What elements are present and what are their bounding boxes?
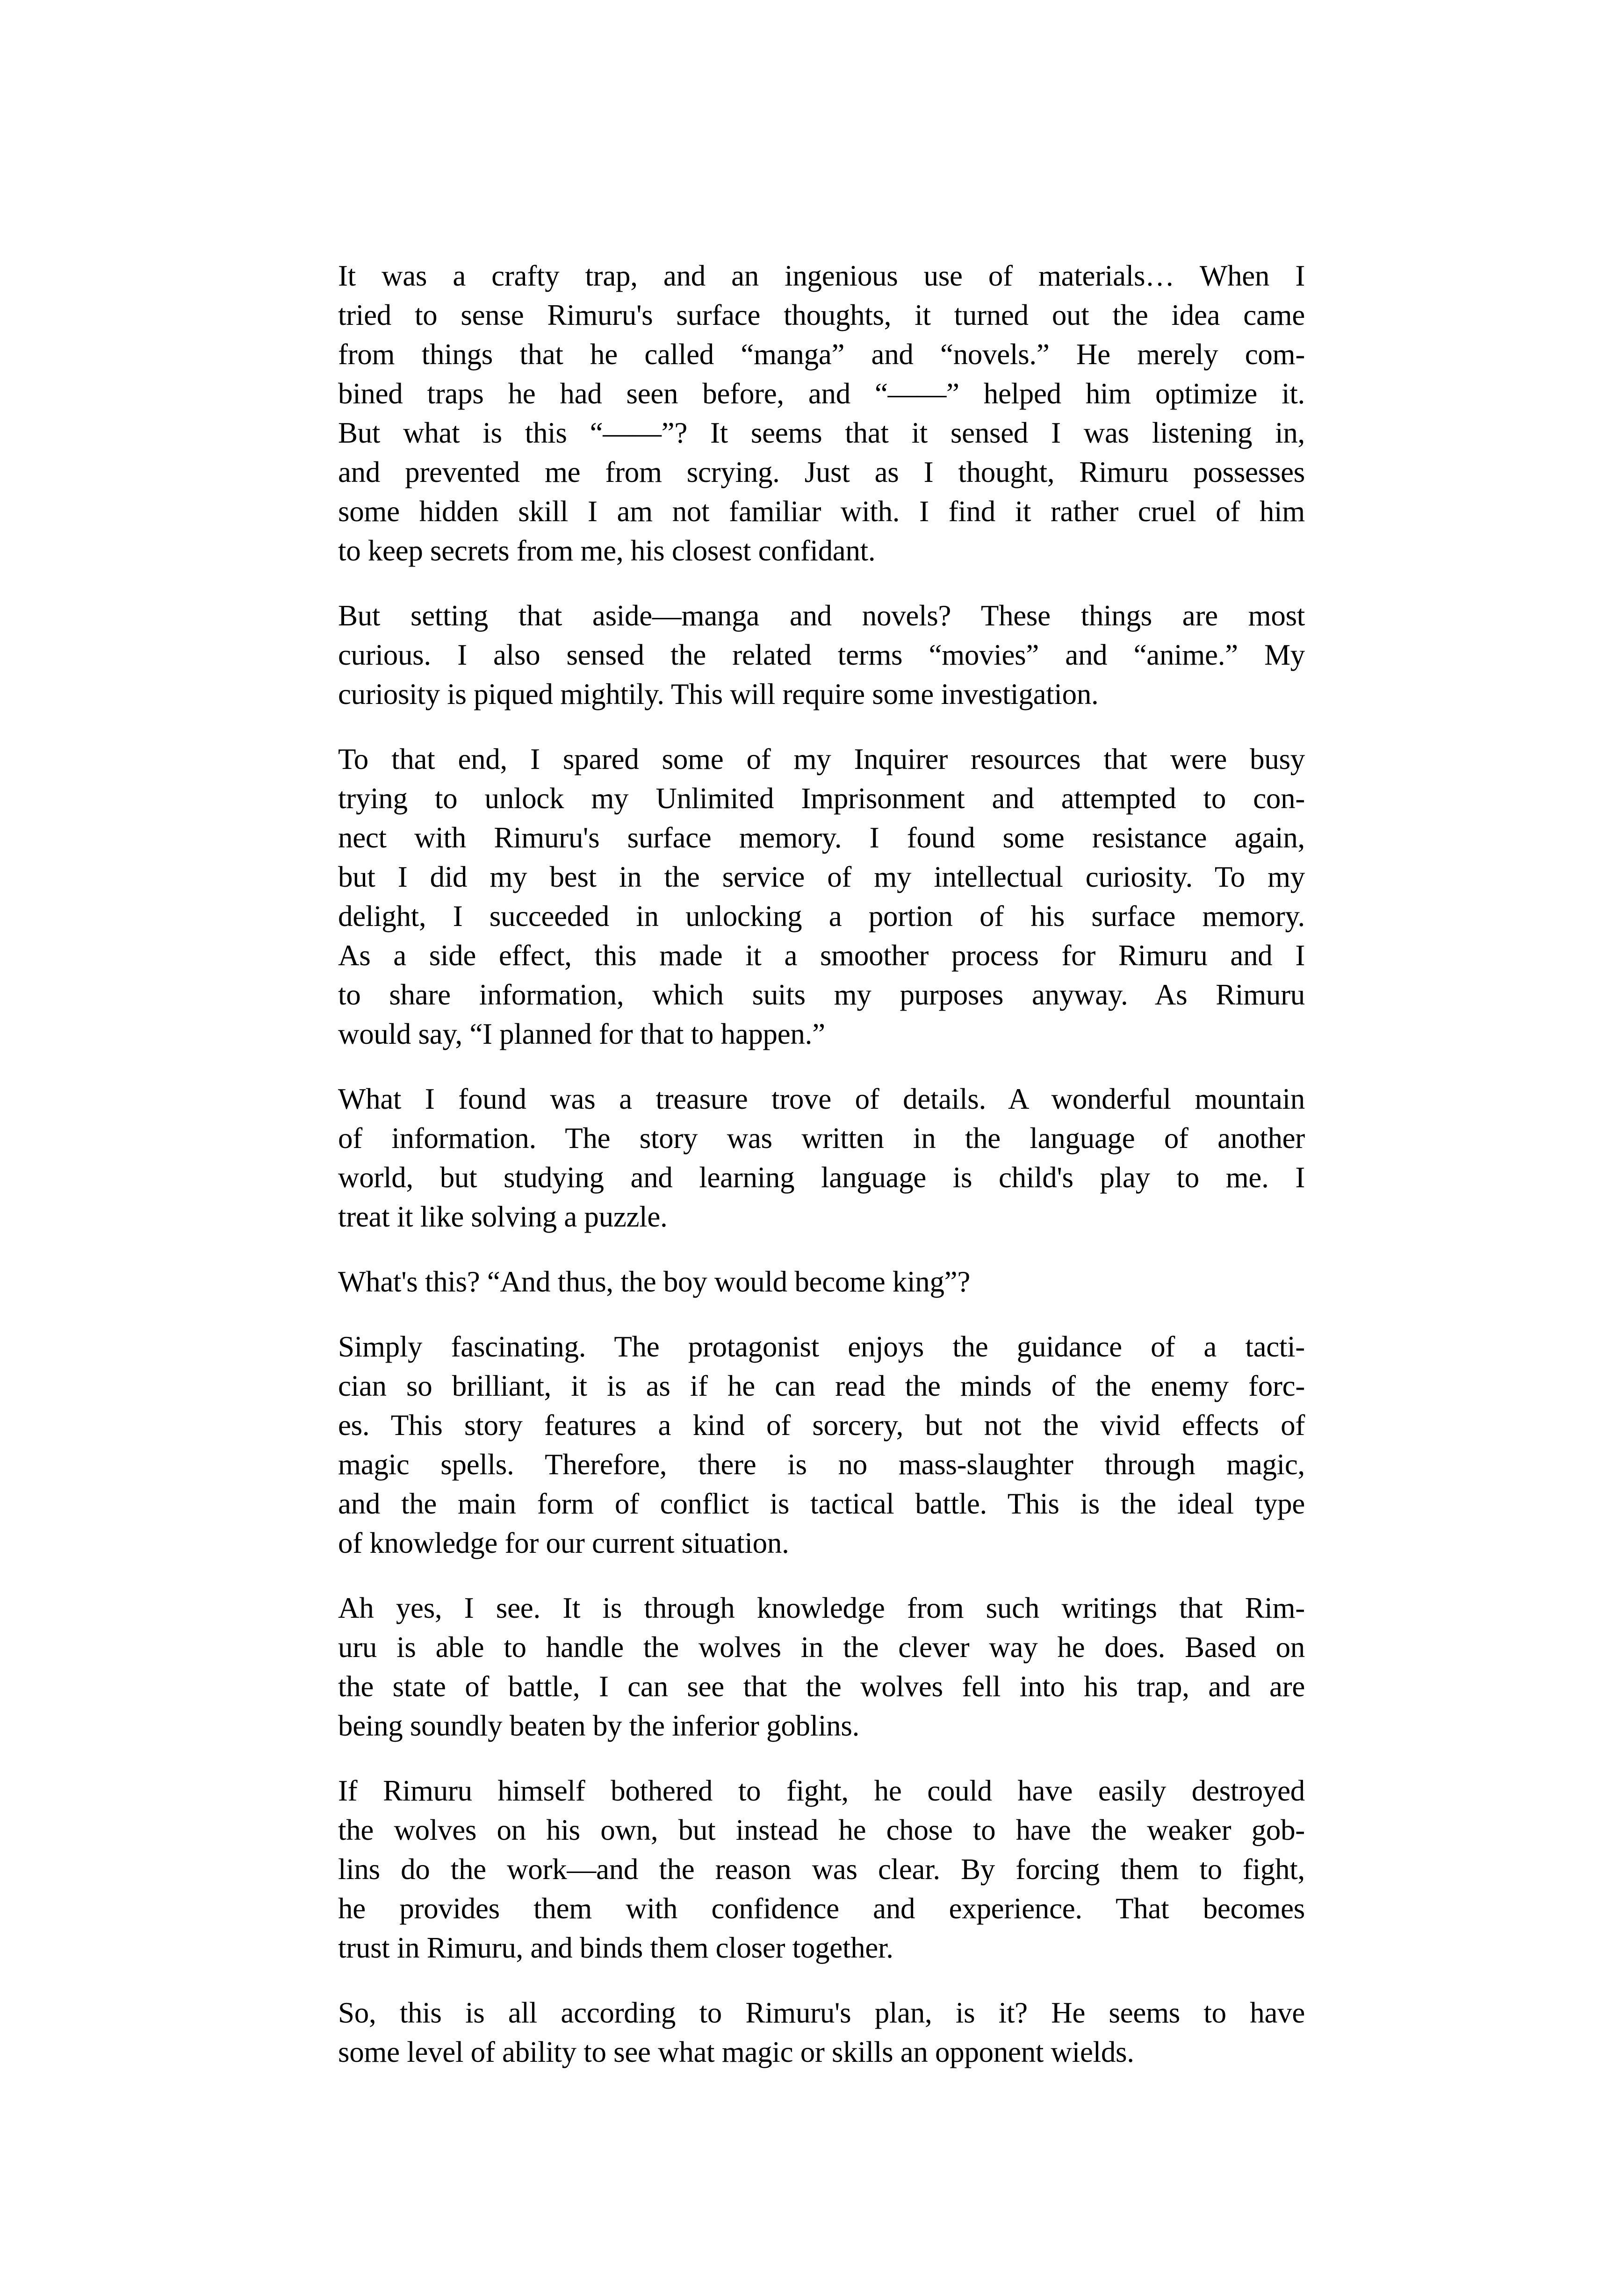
text-line: he provides them with confidence and experience. That becomes [338, 1892, 1305, 1925]
text-line: to share information, which suits my purposes anyway. As Rimuru [338, 978, 1305, 1011]
text-line: Ah yes, I see. It is through knowledge from such writings that Rim- [338, 1592, 1305, 1624]
text-line: some hidden skill I am not familiar with. I find it rather cruel of him [338, 495, 1305, 528]
text-line: being soundly beaten by the inferior goblins. [338, 1709, 860, 1742]
text-line: would say, “I planned for that to happen.” [338, 1018, 825, 1050]
text-line: world, but studying and learning language is child's play to me. I [338, 1161, 1305, 1194]
paragraph [338, 739, 1305, 1054]
text-line: of information. The story was written in the language of another [338, 1122, 1305, 1155]
text-line: curiosity is piqued mightily. This will require some investigation. [338, 678, 1099, 710]
text-line: What's this? “And thus, the boy would become king”? [338, 1265, 970, 1298]
text-line: But setting that aside—manga and novels? These things are most [338, 599, 1305, 632]
text-line: As a side effect, this made it a smoother process for Rimuru and I [338, 939, 1305, 972]
text-line: es. This story features a kind of sorcery, but not the vivid effects of [338, 1409, 1305, 1442]
text-line: and the main form of conflict is tactical battle. This is the ideal type [338, 1487, 1305, 1520]
text-line: the wolves on his own, but instead he chose to have the weaker gob- [338, 1814, 1305, 1846]
text-line: So, this is all according to Rimuru's plan, is it? He seems to have [338, 1996, 1305, 2029]
text-line: trust in Rimuru, and binds them closer together. [338, 1931, 893, 1964]
text-line: cian so brilliant, it is as if he can read the minds of the enemy forc- [338, 1370, 1305, 1402]
paragraph [338, 1771, 1305, 1967]
text-line: and prevented me from scrying. Just as I thought, Rimuru possesses [338, 456, 1305, 488]
paragraph [338, 1262, 1305, 1301]
paragraph [338, 1327, 1305, 1563]
text-line: curious. I also sensed the related terms “movies” and “anime.” My [338, 639, 1305, 671]
paragraph [338, 596, 1305, 714]
text-line: of knowledge for our current situation. [338, 1527, 789, 1559]
text-line: To that end, I spared some of my Inquirer resources that were busy [338, 743, 1305, 775]
text-line: lins do the work—and the reason was clear. By forcing them to fight, [338, 1853, 1305, 1886]
text-line: nect with Rimuru's surface memory. I found some resistance again, [338, 821, 1305, 854]
text-line: If Rimuru himself bothered to fight, he could have easily destroyed [338, 1774, 1305, 1807]
paragraph [338, 256, 1305, 570]
text-line: the state of battle, I can see that the wolves fell into his trap, and are [338, 1670, 1305, 1703]
text-line: uru is able to handle the wolves in the clever way he does. Based on [338, 1631, 1305, 1664]
text-line: But what is this “——”? It seems that it sensed I was listening in, [338, 416, 1305, 449]
text-line: bined traps he had seen before, and “——” helped him optimize it. [338, 377, 1305, 410]
text-line: from things that he called “manga” and “novels.” He merely com- [338, 338, 1305, 371]
paragraph [338, 1993, 1305, 2072]
text-line: to keep secrets from me, his closest confidant. [338, 534, 876, 567]
text-line: but I did my best in the service of my intellectual curiosity. To my [338, 861, 1305, 893]
text-line: delight, I succeeded in unlocking a portion of his surface memory. [338, 900, 1305, 933]
text-line: It was a crafty trap, and an ingenious use of materials… When I [338, 259, 1305, 292]
text-line: tried to sense Rimuru's surface thoughts, it turned out the idea came [338, 299, 1305, 331]
paragraph [338, 1079, 1305, 1236]
text-line: treat it like solving a puzzle. [338, 1200, 668, 1233]
paragraph [338, 1588, 1305, 1745]
text-line: What I found was a treasure trove of details. A wonderful mountain [338, 1083, 1305, 1115]
text-line: Simply fascinating. The protagonist enjoys the guidance of a tacti- [338, 1330, 1305, 1363]
text-line: trying to unlock my Unlimited Imprisonment and attempted to con- [338, 782, 1305, 815]
text-line: some level of ability to see what magic or skills an opponent wields. [338, 2036, 1134, 2068]
text-block [338, 256, 1305, 2072]
text-line: magic spells. Therefore, there is no mass-slaughter through magic, [338, 1448, 1305, 1481]
